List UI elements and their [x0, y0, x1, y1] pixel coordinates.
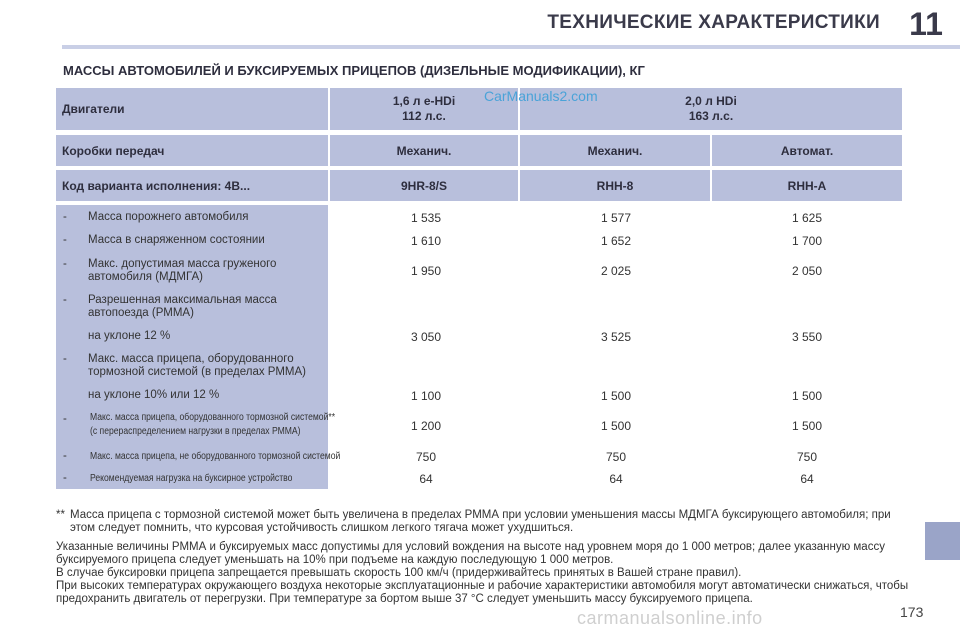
note-speed: В случае буксировки прицепа запрещается превышать скорость 100 км/ч (придерживайтесь принятых в Вашей стране правил). — [56, 567, 742, 579]
watermark-carmanuals2: CarManuals2.com — [484, 88, 598, 104]
row-value-engine-2-manual: 1 500 — [600, 419, 632, 433]
row-value-engine-1: 1 535 — [410, 211, 442, 225]
footnote-mark: ** — [56, 509, 65, 521]
footnote-text: Масса прицепа с тормозной системой может быть увеличена в пределах РММА при условии уменьшения массы МДМГА буксирующего автомобиля; при этом следует помнить, что курсовая устойчивость слишком легкого тягача может ухудшиться. — [70, 509, 891, 534]
row-value-engine-2-manual: 1 652 — [600, 234, 632, 248]
row-label-text: Масса порожнего автомобиля — [88, 211, 249, 223]
row-label-text: Макс. масса прицепа, оборудованного — [88, 353, 294, 365]
page-number: 173 — [900, 604, 924, 620]
row-value-engine-2-auto: 3 550 — [791, 330, 823, 344]
row-value-engine-2-manual: 2 025 — [600, 264, 632, 278]
gearbox-3: Автомат. — [712, 135, 902, 166]
row-label-text: Макс. масса прицепа, не оборудованного тормозной системой — [90, 451, 341, 462]
engine-1-power: 112 л.с. — [402, 109, 446, 123]
row-value-engine-1: 1 200 — [410, 419, 442, 433]
note-temperature: При высоких температурах окружающего воздуха некоторые эксплуатационные и рабочие характеристики автомобиля могут автоматически снижаться, чтобы предохранить двигатель от перегрузки. При температуре за бортом выше 37 °C следует уменьшить массу буксируемого прицепа. — [56, 580, 909, 605]
row-label-text: на уклоне 10% или 12 % — [88, 389, 220, 401]
row-label-text: Масса в снаряженном состоянии — [88, 234, 265, 246]
table-row — [63, 234, 328, 248]
engine-2-name: 2,0 л HDi — [685, 94, 737, 108]
table-row — [63, 330, 328, 344]
row-dash: - — [63, 211, 67, 223]
variant-header-label: Код варианта исполнения: 4B... — [56, 170, 328, 201]
row-label-text: Рекомендуемая нагрузка на буксирное устройство — [90, 473, 293, 484]
row-label-text: Макс. допустимая масса груженого — [88, 258, 277, 270]
row-value-engine-2-manual: 750 — [605, 450, 627, 464]
table-row — [63, 450, 341, 464]
chapter-side-tab — [925, 522, 960, 560]
row-value-engine-2-manual: 64 — [609, 472, 623, 486]
variant-2: RHH-8 — [520, 170, 710, 201]
row-label-text: на уклоне 12 % — [88, 330, 171, 342]
table-row — [63, 353, 328, 381]
footnote — [56, 509, 912, 535]
row-value-engine-2-auto: 1 700 — [791, 234, 823, 248]
section-title: МАССЫ АВТОМОБИЛЕЙ И БУКСИРУЕМЫХ ПРИЦЕПОВ (ДИЗЕЛЬНЫЕ МОДИФИКАЦИИ), КГ — [63, 63, 645, 78]
variant-3: RHH-A — [712, 170, 902, 201]
row-label-text-cont: (с перераспределением нагрузки в пределах РММА) — [90, 426, 301, 437]
table-row — [63, 294, 328, 322]
notes-block — [56, 509, 912, 606]
header-divider — [62, 45, 960, 49]
row-label-text: Макс. масса прицепа, оборудованного тормозной системой** — [90, 412, 336, 423]
row-dash: - — [63, 258, 67, 270]
row-value-engine-2-auto: 64 — [800, 472, 814, 486]
table-row — [63, 411, 336, 439]
table-row — [63, 389, 328, 403]
row-value-engine-1: 1 610 — [410, 234, 442, 248]
gearbox-1: Механич. — [330, 135, 518, 166]
row-value-engine-2-manual: 3 525 — [600, 330, 632, 344]
engine-2-power: 163 л.с. — [688, 109, 734, 123]
variant-1: 9HR-8/S — [330, 170, 518, 201]
engine-1-name: 1,6 л e-HDi — [392, 94, 456, 108]
row-label-text-cont: автомобиля (МДМГА) — [88, 271, 203, 283]
row-value-engine-1: 1 100 — [410, 389, 442, 403]
row-value-engine-2-auto: 1 500 — [791, 389, 823, 403]
row-value-engine-2-manual: 1 500 — [600, 389, 632, 403]
row-dash: - — [63, 472, 67, 484]
row-dash: - — [63, 294, 67, 306]
row-value-engine-2-auto: 750 — [796, 450, 818, 464]
row-value-engine-1: 750 — [415, 450, 437, 464]
row-dash: - — [63, 413, 67, 425]
table-row — [63, 472, 328, 486]
table-row — [63, 258, 328, 286]
row-value-engine-2-auto: 1 500 — [791, 419, 823, 433]
row-dash: - — [63, 450, 67, 462]
note-altitude: Указанные величины РММА и буксируемых масс допустимы для условий вождения на высоте над уровнем моря до 1 000 метров; далее указанную массу буксируемого прицепа следует уменьшать на 10% при подъеме на каждую последующую 1 000 метров. — [56, 541, 885, 566]
row-value-engine-1: 1 950 — [410, 264, 442, 278]
row-value-engine-2-auto: 1 625 — [791, 211, 823, 225]
row-label-text-cont: тормозной системой (в пределах РММА) — [88, 366, 306, 378]
row-label-text: Разрешенная максимальная масса — [88, 294, 277, 306]
row-value-engine-2-manual: 1 577 — [600, 211, 632, 225]
row-value-engine-1: 64 — [419, 472, 433, 486]
chapter-number: 11 — [909, 6, 943, 42]
table-row — [63, 211, 328, 225]
row-dash: - — [63, 234, 67, 246]
engine-header-label: Двигатели — [56, 88, 328, 130]
chapter-title: ТЕХНИЧЕСКИЕ ХАРАКТЕРИСТИКИ — [547, 12, 880, 33]
row-dash: - — [63, 353, 67, 365]
row-value-engine-1: 3 050 — [410, 330, 442, 344]
gearbox-header-label: Коробки передач — [56, 135, 328, 166]
watermark-carmanualsonline: carmanualsonline.info — [577, 608, 763, 628]
row-label-text-cont: автопоезда (РММА) — [88, 307, 194, 319]
gearbox-2: Механич. — [520, 135, 710, 166]
row-value-engine-2-auto: 2 050 — [791, 264, 823, 278]
